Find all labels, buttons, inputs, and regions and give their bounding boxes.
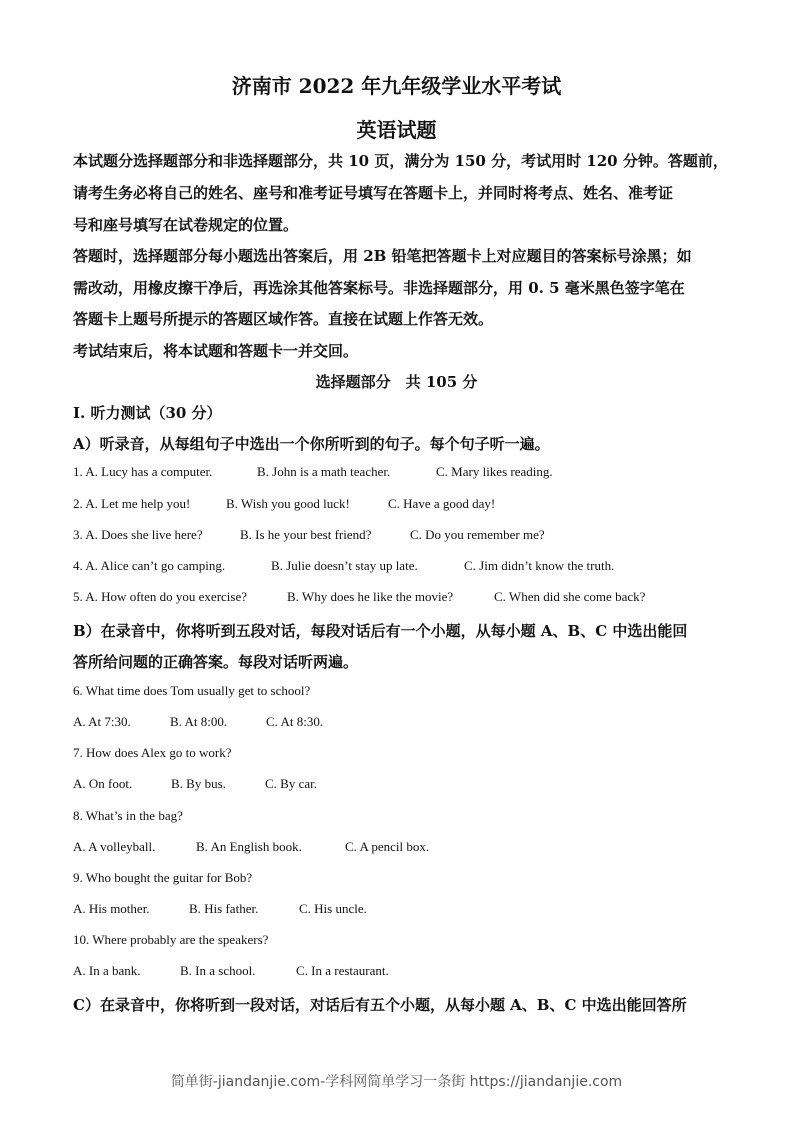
option: C. At 8:30.: [266, 714, 324, 729]
question-1: [73, 464, 553, 480]
question-10-options: [73, 963, 389, 979]
question-10: 10. Where probably are the speakers?: [73, 932, 269, 947]
question-9: 9. Who bought the guitar for Bob?: [73, 870, 253, 885]
question-7-options: [73, 776, 317, 792]
option: B. At 8:00.: [170, 714, 228, 729]
section-header: 选择题部分 共 105 分: [315, 373, 478, 391]
option: C. His uncle.: [299, 901, 367, 916]
exam-title: 济南市 2022 年九年级学业水平考试: [231, 74, 562, 98]
question-9-options: [73, 901, 367, 917]
option: B. His father.: [189, 901, 259, 916]
exam-subtitle: 英语试题: [356, 118, 437, 142]
part-heading: Ⅰ. 听力测试（30 分）: [73, 404, 222, 422]
option: A. In a bank.: [73, 963, 141, 978]
option: B. John is a math teacher.: [257, 464, 391, 479]
part-c-instruction: C）在录音中，你将听到一段对话，对话后有五个小题，从每小题 A、B、C 中选出能回答所: [73, 996, 687, 1014]
question-3: [73, 527, 545, 543]
option: B. Wish you good luck!: [226, 496, 350, 511]
option: B. Why does he like the movie?: [287, 589, 454, 604]
option: C. Have a good day!: [388, 496, 496, 511]
question-8: 8. What’s in the bag?: [73, 808, 183, 823]
option: A. A volleyball.: [73, 839, 156, 854]
option: C. By car.: [265, 776, 317, 791]
option: C. Jim didn’t know the truth.: [464, 558, 615, 573]
intro-line: 请考生务必将自己的姓名、座号和准考证号填写在答题卡上，并同时将考点、姓名、准考证: [73, 184, 674, 202]
question-6-options: [73, 714, 323, 730]
watermark-footer: 简单街-jiandanjie.com-学科网简单学习一条街 https://jiandanjie.com: [170, 1074, 623, 1090]
option: 3. A. Does she live here?: [73, 527, 203, 542]
option: 5. A. How often do you exercise?: [73, 589, 248, 604]
question-2: [73, 496, 495, 512]
option: C. A pencil box.: [345, 839, 430, 854]
option: B. In a school.: [180, 963, 256, 978]
option: 1. A. Lucy has a computer.: [73, 464, 213, 479]
option: 4. A. Alice can’t go camping.: [73, 558, 226, 573]
question-6: 6. What time does Tom usually get to school?: [73, 683, 311, 698]
option: B. Is he your best friend?: [240, 527, 372, 542]
intro-line: 答题时，选择题部分每小题选出答案后，用 2B 铅笔把答题卡上对应题目的答案标号涂黑；如: [73, 247, 692, 265]
option: A. At 7:30.: [73, 714, 131, 729]
option: C. Do you remember me?: [410, 527, 545, 542]
option: C. In a restaurant.: [296, 963, 389, 978]
option: B. Julie doesn’t stay up late.: [271, 558, 418, 573]
intro-line: 本试题分选择题部分和非选择题部分，共 10 页，满分为 150 分，考试用时 120 分钟。答题前，: [73, 152, 728, 170]
question-7: 7. How does Alex go to work?: [73, 745, 232, 760]
option: C. When did she come back?: [494, 589, 646, 604]
question-8-options: [73, 839, 429, 855]
question-4: [73, 558, 614, 574]
intro-line: 答题卡上题号所提示的答题区域作答。直接在试题上作答无效。: [73, 310, 494, 328]
intro-line: 需改动，用橡皮擦干净后，再选涂其他答案标号。非选择题部分，用 0. 5 毫米黑色签字笔在: [73, 279, 685, 297]
intro-line: 号和座号填写在试卷规定的位置。: [73, 216, 299, 234]
option: B. An English book.: [196, 839, 302, 854]
option: 2. A. Let me help you!: [73, 496, 191, 511]
intro-line: 考试结束后，将本试题和答题卡一并交回。: [73, 342, 359, 360]
part-b-instruction: 答所给问题的正确答案。每段对话听两遍。: [73, 653, 359, 671]
option: B. By bus.: [171, 776, 226, 791]
option: A. His mother.: [73, 901, 150, 916]
question-5: [73, 589, 645, 605]
option: C. Mary likes reading.: [436, 464, 553, 479]
option: A. On foot.: [73, 776, 133, 791]
part-a-instruction: A）听录音，从每组句子中选出一个你所听到的句子。每个句子听一遍。: [73, 435, 550, 453]
part-b-instruction: B）在录音中，你将听到五段对话，每段对话后有一个小题，从每小题 A、B、C 中选出能回: [73, 622, 688, 640]
